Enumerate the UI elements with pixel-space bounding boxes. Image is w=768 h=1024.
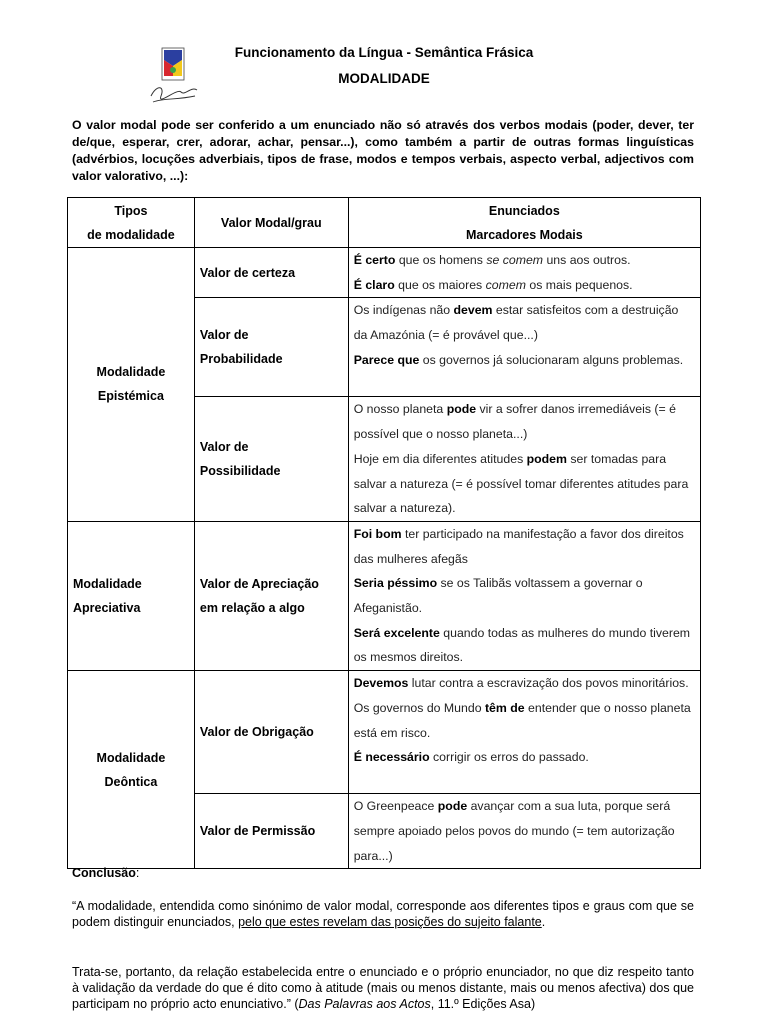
example-sentence: É necessário corrigir os erros do passado.: [353, 750, 589, 765]
conclusion-paragraph-2: Trata-se, portanto, da relação estabelecida entre o enunciado e o próprio enunciador, no que diz respeito tanto à validação da verdade do que é dito como à atitude (mais ou menos distante, mais ou menos afectiva) dos que participam no próprio acto enunciativo.” (Das Palavras aos Actos, 11.º Edições Asa): [72, 965, 694, 1011]
modal-value: Valor de Apreciação em relação a algo: [194, 521, 348, 670]
example-sentence: O nosso planeta pode vir a sofrer danos irremediáveis (= é possível que o nosso planeta...): [353, 402, 676, 442]
conclusion-heading: Conclusão:: [72, 866, 140, 880]
document-subtitle: MODALIDADE: [338, 71, 430, 86]
modal-value: Valor de Possibilidade: [194, 397, 348, 522]
example-sentence: Os indígenas não devem estar satisfeitos com a destruição da Amazónia (= é provável que...): [353, 303, 679, 343]
modal-value: Valor de Obrigação: [194, 671, 348, 794]
example-sentence: Será excelente quando todas as mulheres do mundo tiverem os mesmos direitos.: [353, 625, 691, 665]
modality-type-appreciative: Modalidade Apreciativa: [68, 521, 195, 670]
intro-paragraph: O valor modal pode ser conferido a um enunciado não só através dos verbos modais (poder, dever, ter de/que, esperar, crer, adorar, achar, pensar...), como também a partir de outras formas linguísticas (advérbios, locuções adverbiais, tipos de frase, modos e tempos verbais, aspecto verbal, adjectivos com valor valorativo, ...):: [72, 118, 694, 183]
modality-type-epistemic: Modalidade Epistémica: [68, 248, 195, 522]
examples-cell: [348, 248, 700, 298]
modal-value: Valor de Probabilidade: [194, 298, 348, 397]
table-header-row: [68, 198, 701, 248]
example-sentence: O Greenpeace pode avançar com a sua luta, porque será sempre apoiado pelos povos do mundo (= tem autorização para...): [353, 799, 675, 863]
table-row: [68, 248, 701, 298]
conclusion-paragraph-1: “A modalidade, entendida como sinónimo de valor modal, corresponde aos diferentes tipos e graus com que se podem distinguir enunciados, pelo que estes revelam das posições do sujeito falante.: [72, 899, 694, 929]
example-sentence: É claro que os maiores comem os mais pequenos.: [353, 277, 633, 292]
table-row: [68, 671, 701, 794]
header-types: Tipos de modalidade: [68, 198, 195, 248]
example-sentence: Seria péssimo se os Talibãs voltassem a governar o Afeganistão.: [353, 576, 643, 616]
examples-cell: [348, 671, 700, 794]
examples-cell: [348, 794, 700, 869]
modal-value: Valor de certeza: [194, 248, 348, 298]
header-modal-value: Valor Modal/grau: [194, 198, 348, 248]
examples-cell: [348, 397, 700, 522]
example-sentence: Os governos do Mundo têm de entender que o nosso planeta está em risco.: [353, 700, 691, 740]
example-sentence: Foi bom ter participado na manifestação a favor dos direitos das mulheres afegãs: [353, 526, 684, 566]
examples-cell: [348, 298, 700, 397]
example-sentence: Parece que os governos já solucionaram alguns problemas.: [353, 352, 684, 367]
example-sentence: Devemos lutar contra a escravização dos povos minoritários.: [353, 676, 689, 691]
examples-cell: [348, 521, 700, 670]
modality-table: [67, 197, 701, 869]
header-statements: Enunciados Marcadores Modais: [348, 198, 700, 248]
modal-value: Valor de Permissão: [194, 794, 348, 869]
example-sentence: Hoje em dia diferentes atitudes podem ser tomadas para salvar a natureza (= é possível tomar diferentes atitudes para salvar a natureza).: [353, 451, 689, 516]
example-sentence: É certo que os homens se comem uns aos outros.: [353, 253, 631, 267]
modality-type-deontic: Modalidade Deôntica: [68, 671, 195, 869]
table-row: [68, 521, 701, 670]
document-title: Funcionamento da Língua - Semântica Frásica: [234, 45, 534, 60]
